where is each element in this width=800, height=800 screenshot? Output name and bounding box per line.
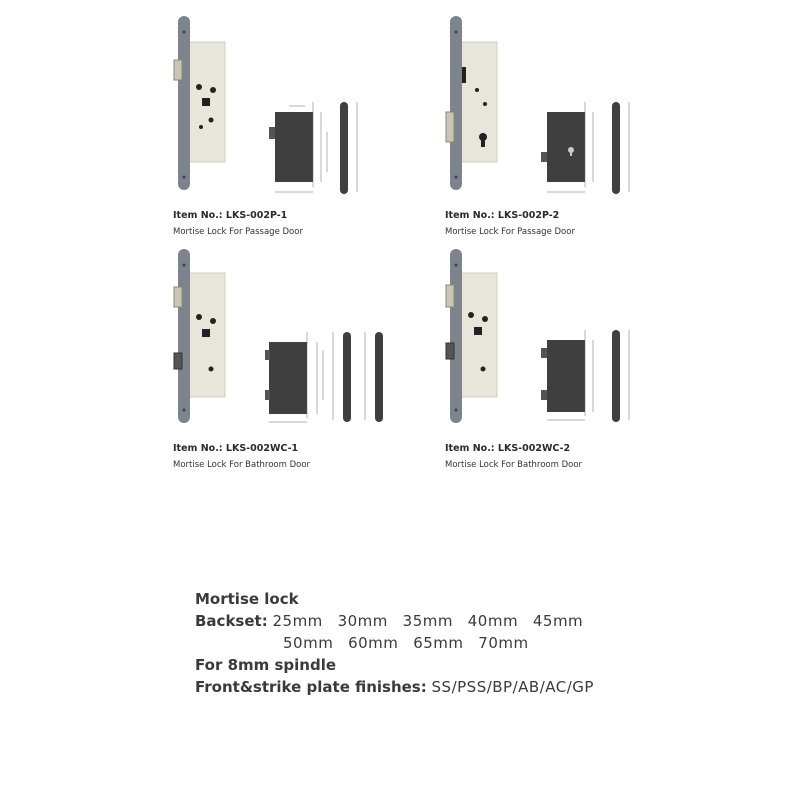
backset-value: 65mm (413, 634, 464, 652)
product-lks-002wc-1 (165, 245, 465, 485)
item-description: Mortise Lock For Passage Door (173, 227, 303, 237)
item-number: Item No.: LKS-002P-1 (173, 210, 288, 221)
product-lks-002wc-2 (437, 245, 737, 485)
lock-technical-drawing (265, 320, 455, 430)
finishes-row (195, 676, 655, 698)
item-description: Mortise Lock For Bathroom Door (173, 460, 311, 470)
backset-value: 70mm (478, 634, 529, 652)
backset-label: Backset: (195, 612, 268, 630)
backset-value: 40mm (467, 612, 519, 630)
item-description: Mortise Lock For Bathroom Door (445, 460, 583, 470)
lock-photo (165, 12, 245, 192)
backset-value: 60mm (348, 634, 399, 652)
lock-technical-drawing (537, 92, 727, 202)
lock-technical-drawing (537, 320, 727, 430)
spindle-spec: For 8mm spindle (195, 656, 337, 674)
backset-value: 25mm (272, 612, 323, 630)
lock-photo (437, 12, 517, 192)
backset-value: 50mm (283, 634, 334, 652)
product-lks-002p-2 (437, 12, 737, 252)
lock-technical-drawing (265, 92, 455, 202)
finishes-value: SS/PSS/BP/AB/AC/GP (431, 678, 594, 696)
lock-photo (165, 245, 245, 425)
lock-photo (437, 245, 517, 425)
backset-value: 45mm (532, 612, 584, 630)
backset-value: 35mm (402, 612, 453, 630)
item-description: Mortise Lock For Passage Door (445, 227, 575, 237)
backset-value: 30mm (337, 612, 388, 630)
backset-row-2 (195, 632, 655, 654)
item-number: Item No.: LKS-002P-2 (445, 210, 560, 221)
item-number: Item No.: LKS-002WC-1 (173, 443, 299, 454)
item-number: Item No.: LKS-002WC-2 (445, 443, 571, 454)
finishes-label: Front&strike plate finishes: (195, 678, 427, 696)
product-lks-002p-1 (165, 12, 465, 252)
spec-title: Mortise lock (195, 590, 299, 608)
backset-row-1 (195, 610, 655, 632)
specifications (195, 588, 655, 698)
